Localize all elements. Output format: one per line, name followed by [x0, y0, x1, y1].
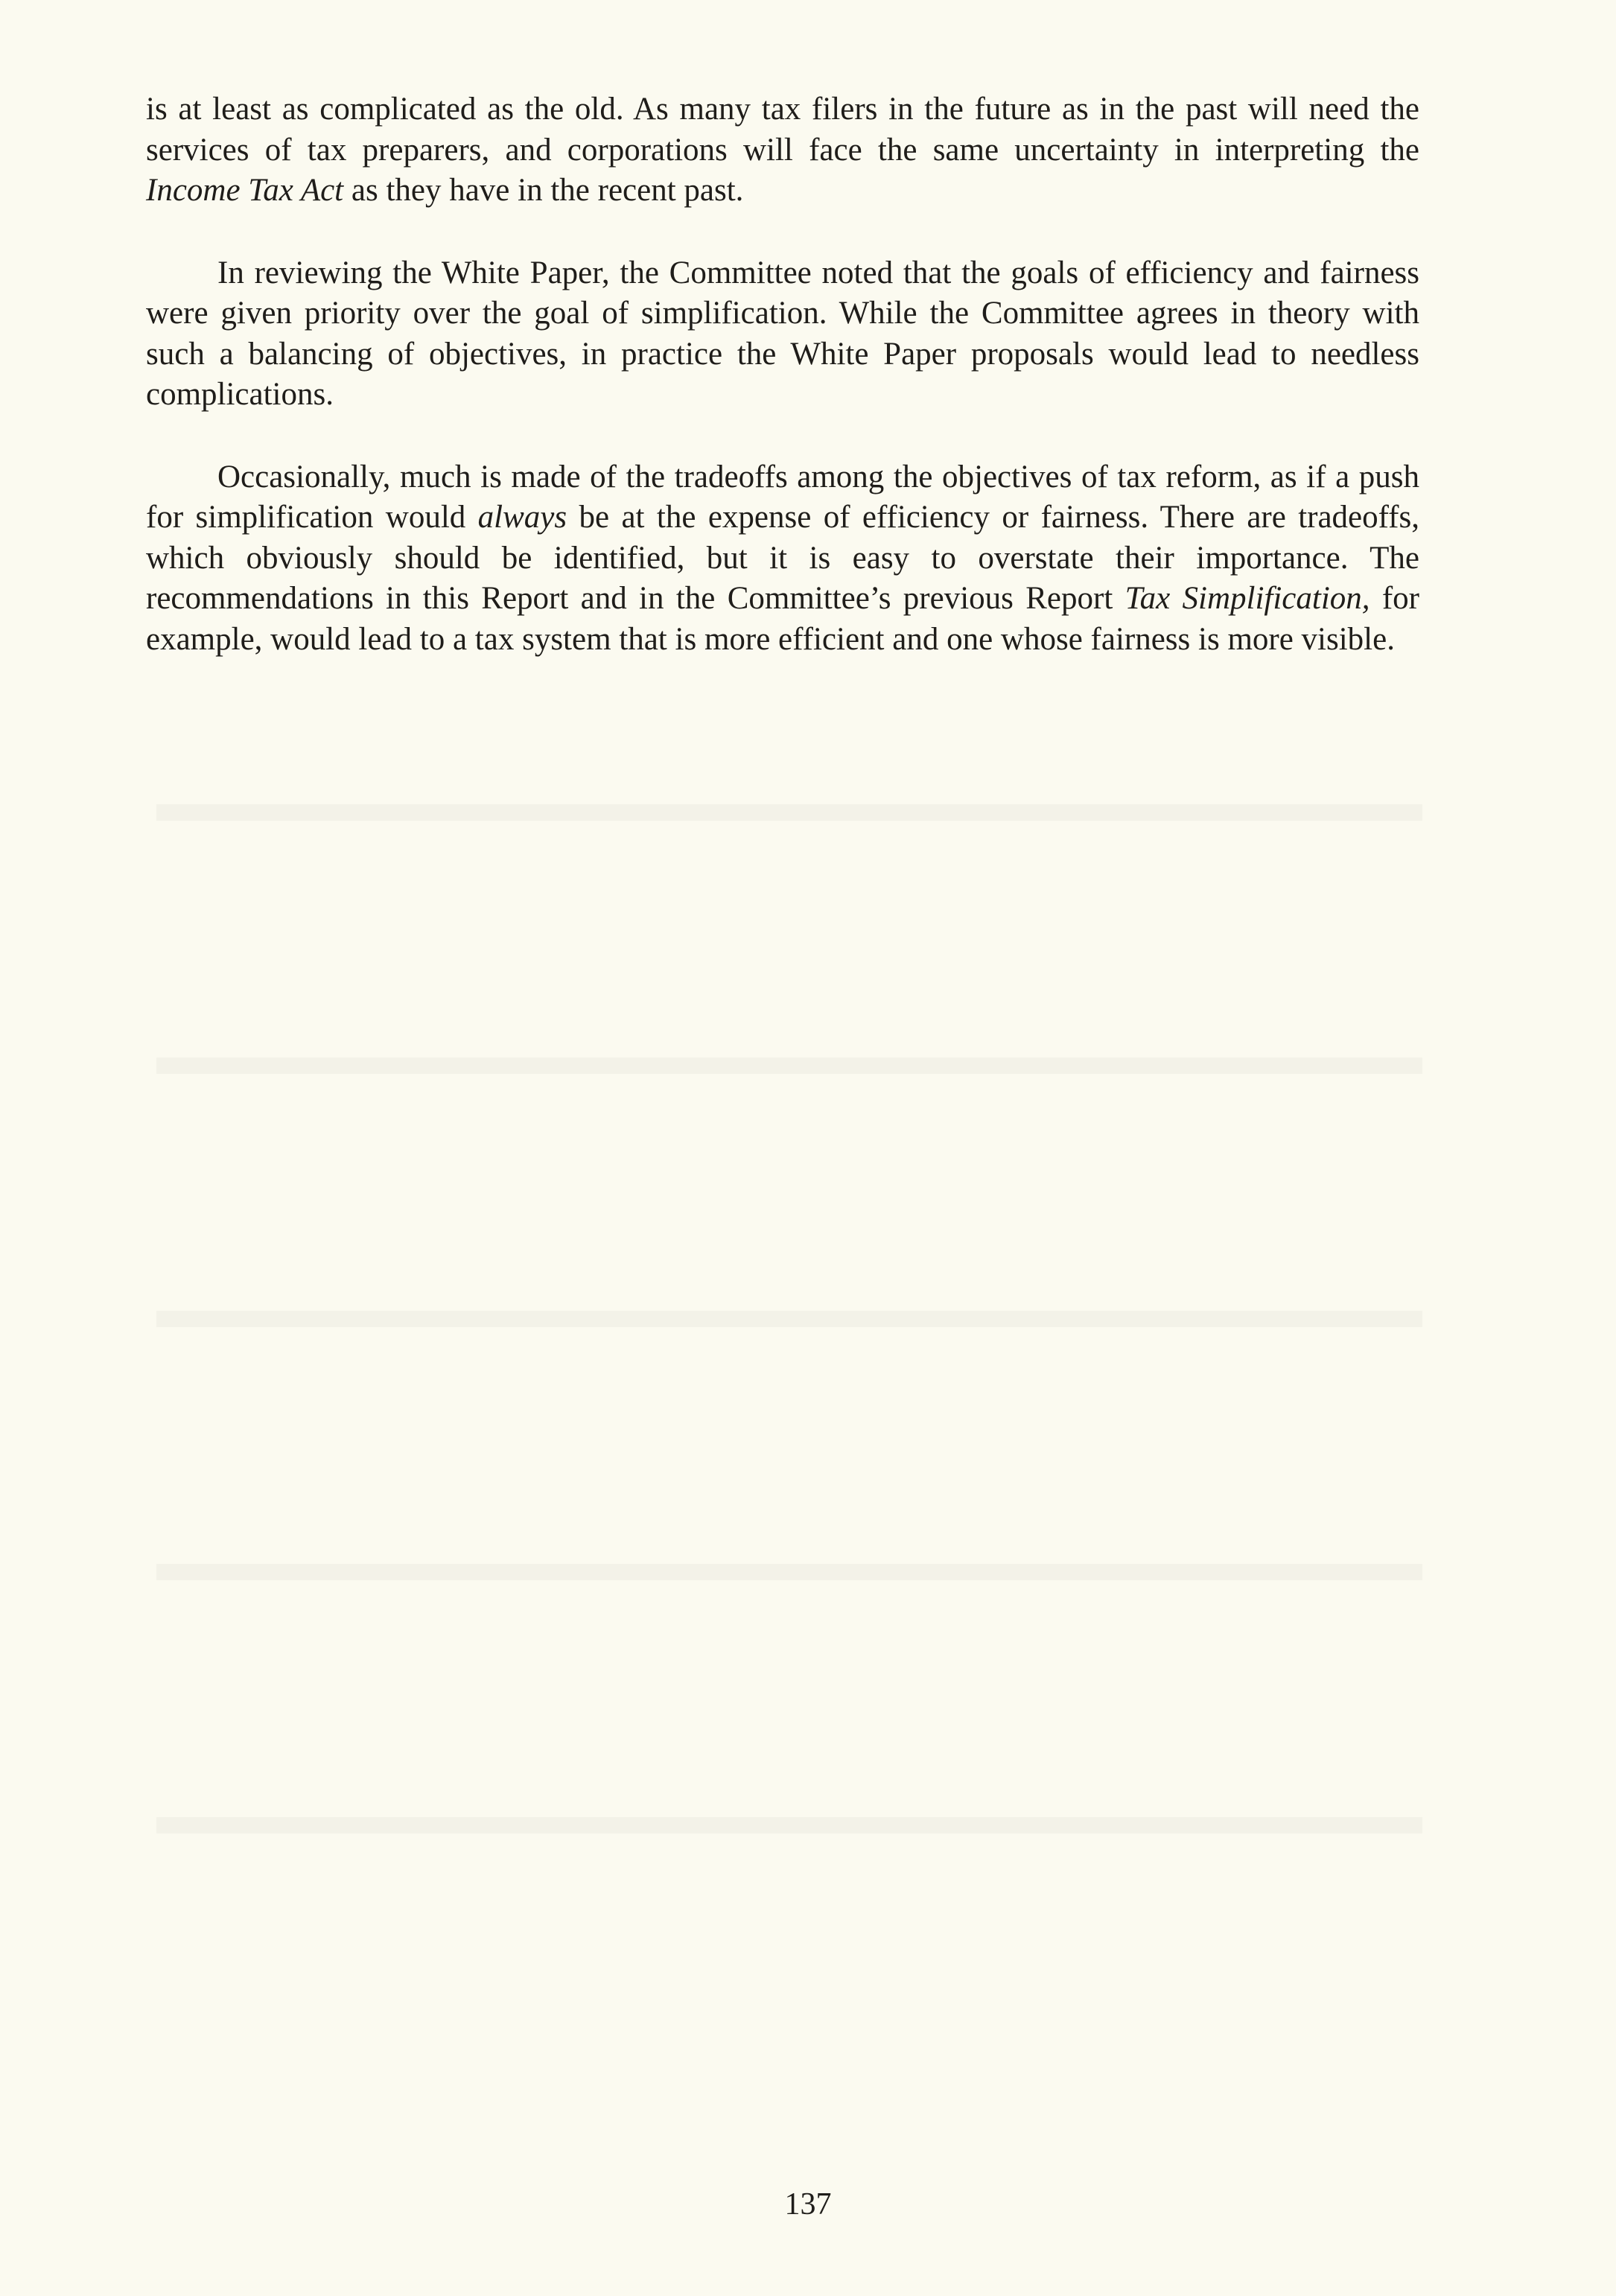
paragraph-3-text-1: Occasionally, much is made of the tradeoffs among the objectives of tax reform, as if a push for simplification would	[146, 459, 1419, 535]
paragraph-3-text-2: be at the expense of efficiency or fairness. There are tradeoffs, which obviously should be identified, but it is easy to overstate their importance. The recommendations in this Report and in the Committee’s previous Report	[146, 500, 1419, 616]
bleed-through-line	[156, 804, 1422, 821]
paragraph-1	[146, 89, 1419, 212]
bleed-through-line	[156, 1311, 1422, 1327]
paragraph-2	[146, 253, 1419, 416]
paragraph-3-text-3: for example, would lead to a tax system that is more efficient and one whose fairness is more visible.	[146, 581, 1419, 657]
bleed-through-line	[156, 1817, 1422, 1834]
paragraph-1-italic-act-title: Income Tax Act	[146, 173, 344, 208]
page-number: 137	[784, 2187, 832, 2222]
paragraph-1-text-2: as they have in the recent past.	[343, 173, 744, 208]
paragraph-1-text-1: is at least as complicated as the old. As many tax filers in the future as in the past will need the services of tax preparers, and corporations will face the same uncertainty in interpreting the	[146, 92, 1419, 168]
paragraph-3-italic-report-title: Tax Simplification,	[1124, 581, 1370, 616]
paragraph-3-italic-always: always	[477, 500, 567, 535]
bleed-through-line	[156, 1564, 1422, 1580]
bleed-through-line	[156, 1058, 1422, 1074]
paragraph-3	[146, 457, 1419, 661]
page-body	[146, 89, 1419, 702]
paragraph-2-text: In reviewing the White Paper, the Committee noted that the goals of efficiency and fairness were given priority over the goal of simplification. While the Committee agrees in theory with such a balancing of objectives, in practice the White Paper proposals would lead to needless complications.	[146, 255, 1419, 412]
